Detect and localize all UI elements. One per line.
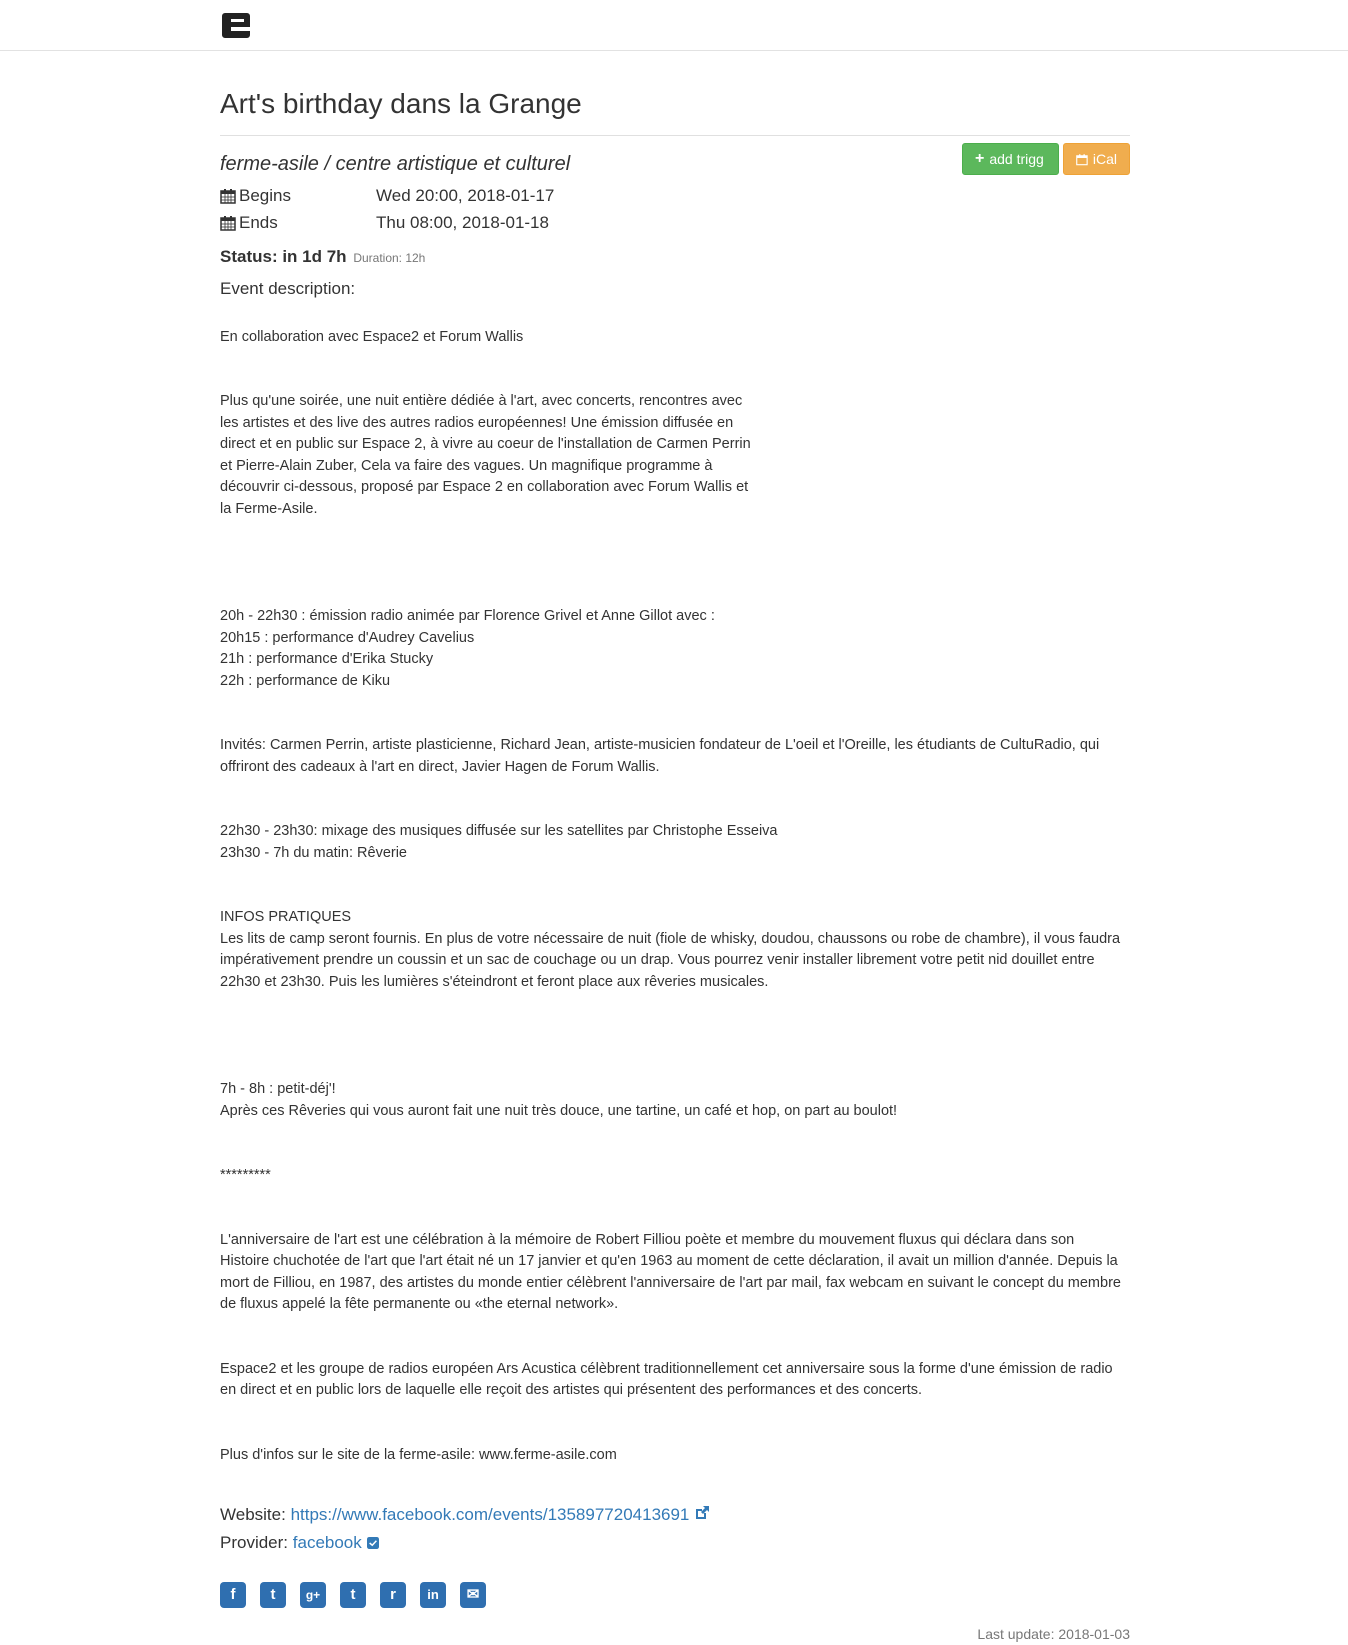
description-paragraph: INFOS PRATIQUES Les lits de camp seront fournis. En plus de votre nécessaire de nuit (fiole de whisky, doudou, chaussons ou robe de chambre), il vous faudra impérativement prendre un coussin et un sac de couchage ou un drap. Vous pourrez venir installer librement votre petit nid douillet entre 22h30 et 23h30. Puis les lumières s'éteindront et feront place aux rêveries musicales. (220, 907, 1130, 993)
tumblr-icon[interactable]: t (340, 1582, 366, 1608)
add-trigg-button[interactable] (962, 143, 1059, 175)
action-buttons (962, 143, 1130, 175)
provider-row (220, 1529, 1130, 1557)
description-paragraph: 7h - 8h : petit-déj'! Après ces Rêveries qui vous auront fait une nuit très douce, une tartine, un café et hop, on part au boulot! (220, 1079, 1130, 1122)
page-title: Art's birthday dans la Grange (220, 87, 1130, 136)
provider-link[interactable]: facebook (293, 1533, 362, 1552)
google-plus-icon[interactable]: g+ (300, 1582, 326, 1608)
last-update: Last update: 2018-01-03 (220, 1624, 1130, 1645)
external-link-icon[interactable] (694, 1505, 710, 1521)
event-dates (220, 182, 1130, 236)
description-paragraph: 20h - 22h30 : émission radio animée par Florence Grivel et Anne Gillot avec : 20h15 : performance d'Audrey Cavelius 21h : performance d'Erika Stucky 22h : performance de Kiku (220, 606, 1130, 692)
event-container (220, 51, 1130, 1645)
reddit-icon[interactable]: r (380, 1582, 406, 1608)
event-description (220, 305, 1130, 1488)
description-paragraph: 22h30 - 23h30: mixage des musiques diffusée sur les satellites par Christophe Esseiva 23h30 - 7h du matin: Rêverie (220, 821, 1130, 864)
begins-row (220, 182, 1130, 209)
email-icon[interactable]: ✉ (460, 1582, 486, 1608)
ends-value: Thu 08:00, 2018-01-18 (376, 209, 549, 236)
top-navbar (0, 0, 1348, 51)
plus-icon: + (975, 143, 984, 175)
check-square-icon (367, 1537, 379, 1549)
ical-button[interactable] (1063, 143, 1130, 175)
ends-label: Ends (239, 209, 278, 236)
add-trigg-label: add trigg (989, 143, 1043, 175)
event-status (220, 245, 1130, 269)
subtitle-row (220, 136, 1130, 180)
description-heading: Event description: (220, 278, 1130, 300)
website-label: Website: (220, 1505, 286, 1524)
begins-value: Wed 20:00, 2018-01-17 (376, 182, 554, 209)
provider-label: Provider: (220, 1533, 288, 1552)
description-paragraph: L'anniversaire de l'art est une célébration à la mémoire de Robert Filliou poète et membre du mouvement fluxus qui déclara dans son Histoire chuchotée de l'art que l'art était né un 17 janvier et qu'en 1963 au moment de cette déclaration, il avait un million d'année. Depuis la mort de Filliou, en 1987, des artistes du monde entier célèbrent l'anniversaire de l'art par mail, fax webcam en suivant le concept du membre de fluxus appelé la fête permanente ou «the eternal network». (220, 1230, 1130, 1316)
calendar-icon (1076, 153, 1088, 166)
facebook-icon[interactable]: f (220, 1582, 246, 1608)
status-text: Status: in 1d 7h (220, 247, 347, 266)
calendar-icon (220, 188, 236, 204)
twitter-icon[interactable]: t (260, 1582, 286, 1608)
website-row (220, 1501, 1130, 1529)
description-paragraph: ********* (220, 1165, 1130, 1187)
description-paragraph: Plus d'infos sur le site de la ferme-asile: www.ferme-asile.com (220, 1445, 1130, 1467)
begins-label: Begins (239, 182, 291, 209)
ends-row (220, 209, 1130, 236)
description-paragraph: En collaboration avec Espace2 et Forum Wallis (220, 327, 1130, 349)
description-paragraph: Plus qu'une soirée, une nuit entière dédiée à l'art, avec concerts, rencontres avec les artistes et des live des autres radios européennes! Une émission diffusée en direct et en public sur Espace 2, à vivre au coeur de l'installation de Carmen Perrin et Pierre-Alain Zuber, Cela va faire des vagues. Un magnifique programme à découvrir ci-dessous, proposé par Espace 2 en collaboration avec Forum Wallis et la Ferme-Asile. (220, 391, 1130, 520)
venue-name: ferme-asile / centre artistique et culturel (220, 151, 570, 177)
share-buttons (220, 1582, 1130, 1608)
event-meta (220, 1501, 1130, 1557)
ical-label: iCal (1093, 143, 1117, 175)
description-paragraph: Invités: Carmen Perrin, artiste plasticienne, Richard Jean, artiste-musicien fondateur de L'oeil et l'Oreille, les étudiants de CultuRadio, qui offriront des cadeaux à l'art en direct, Javier Hagen de Forum Wallis. (220, 735, 1130, 778)
linkedin-icon[interactable]: in (420, 1582, 446, 1608)
duration-text: Duration: 12h (353, 251, 425, 265)
site-logo-icon[interactable] (222, 13, 250, 38)
calendar-icon (220, 215, 236, 231)
description-paragraph: Espace2 et les groupe de radios européen Ars Acustica célèbrent traditionnellement cet anniversaire sous la forme d'une émission de radio en direct et en public lors de laquelle elle reçoit des artistes qui présentent des performances et des concerts. (220, 1359, 1130, 1402)
website-link[interactable]: https://www.facebook.com/events/135897720413691 (291, 1505, 690, 1524)
